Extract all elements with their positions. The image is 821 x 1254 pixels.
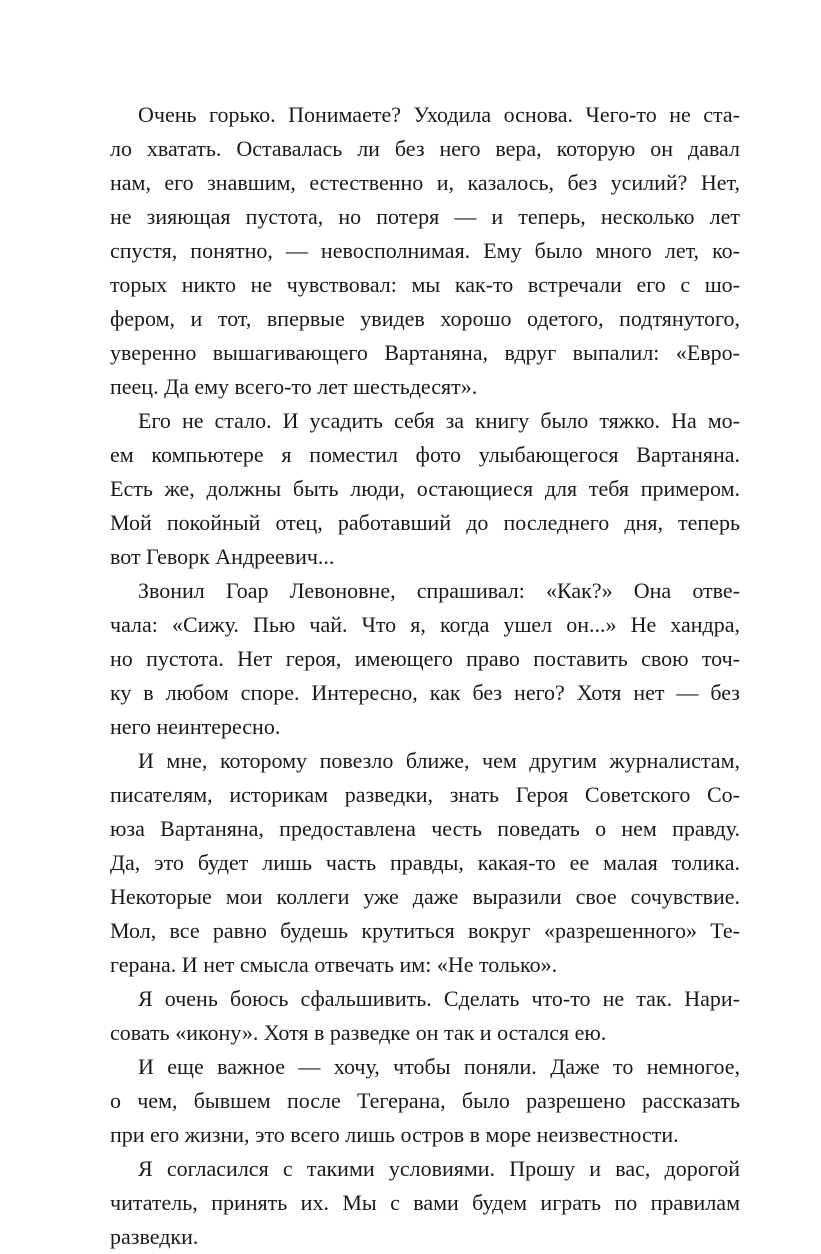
text-line: вот Геворк Андреевич... bbox=[110, 544, 335, 569]
text-line: Очень горько. Понимаете? Уходила основа. Чего-то не ста- bbox=[138, 102, 740, 127]
text-line: не зияющая пустота, но потеря — и теперь, несколько лет bbox=[110, 204, 740, 229]
text-line: ем компьютере я поместил фото улыбающегося Вартаняна. bbox=[110, 442, 740, 467]
paragraph-5 bbox=[110, 982, 740, 1050]
text-line: И еще важное — хочу, чтобы поняли. Даже то немногое, bbox=[138, 1054, 740, 1079]
paragraph-4 bbox=[110, 744, 740, 982]
text-line: Некоторые мои коллеги уже даже выразили свое сочувствие. bbox=[110, 884, 740, 909]
text-line: Звонил Гоар Левоновне, спрашивал: «Как?» Она отве- bbox=[138, 578, 740, 603]
paragraph-1 bbox=[110, 98, 740, 404]
text-line: при его жизни, это всего лишь остров в море неизвестности. bbox=[110, 1122, 679, 1147]
text-line: торых никто не чувствовал: мы как-то встречали его с шо- bbox=[110, 272, 740, 297]
text-line: Я согласился с такими условиями. Прошу и вас, дорогой bbox=[138, 1156, 740, 1181]
text-line: юза Вартаняна, предоставлена честь поведать о нем правду. bbox=[110, 816, 740, 841]
text-line: него неинтересно. bbox=[110, 714, 281, 739]
text-line: писателям, историкам разведки, знать Героя Советского Со- bbox=[110, 782, 740, 807]
text-line: нам, его знавшим, естественно и, казалось, без усилий? Нет, bbox=[110, 170, 740, 195]
text-line: о чем, бывшем после Тегерана, было разрешено рассказать bbox=[110, 1088, 740, 1113]
text-line: совать «икону». Хотя в разведке он так и остался ею. bbox=[110, 1020, 607, 1045]
text-line: разведки. bbox=[110, 1224, 199, 1249]
text-line: ку в любом споре. Интересно, как без него? Хотя нет — без bbox=[110, 680, 740, 705]
text-line: Мой покойный отец, работавший до последнего дня, теперь bbox=[110, 510, 740, 535]
text-line: Я очень боюсь сфальшивить. Сделать что-то не так. Нари- bbox=[138, 986, 740, 1011]
paragraph-2 bbox=[110, 404, 740, 574]
text-line: Есть же, должны быть люди, остающиеся для тебя примером. bbox=[110, 476, 740, 501]
text-line: ло хватать. Оставалась ли без него вера, которую он давал bbox=[110, 136, 740, 161]
text-line: Его не стало. И усадить себя за книгу было тяжко. На мо- bbox=[138, 408, 740, 433]
text-line: фером, и тот, впервые увидев хорошо одетого, подтянутого, bbox=[110, 306, 740, 331]
text-line: чала: «Сижу. Пью чай. Что я, когда ушел он...» Не хандра, bbox=[110, 612, 740, 637]
text-line: спустя, понятно, — невосполнимая. Ему было много лет, ко- bbox=[110, 238, 740, 263]
text-line: читатель, принять их. Мы с вами будем играть по правилам bbox=[110, 1190, 740, 1215]
text-line: но пустота. Нет героя, имеющего право поставить свою точ- bbox=[110, 646, 740, 671]
text-line: И мне, которому повезло ближе, чем другим журналистам, bbox=[138, 748, 740, 773]
text-line: Да, это будет лишь часть правды, какая-то ее малая толика. bbox=[110, 850, 740, 875]
text-line: уверенно вышагивающего Вартаняна, вдруг выпалил: «Евро- bbox=[110, 340, 740, 365]
body-text bbox=[110, 98, 740, 1254]
text-line: герана. И нет смысла отвечать им: «Не только». bbox=[110, 952, 558, 977]
text-line: пеец. Да ему всего-то лет шестьдесят». bbox=[110, 374, 478, 399]
paragraph-6 bbox=[110, 1050, 740, 1152]
text-line: Мол, все равно будешь крутиться вокруг «разрешенного» Те- bbox=[110, 918, 740, 943]
paragraph-3 bbox=[110, 574, 740, 744]
paragraph-7 bbox=[110, 1152, 740, 1254]
